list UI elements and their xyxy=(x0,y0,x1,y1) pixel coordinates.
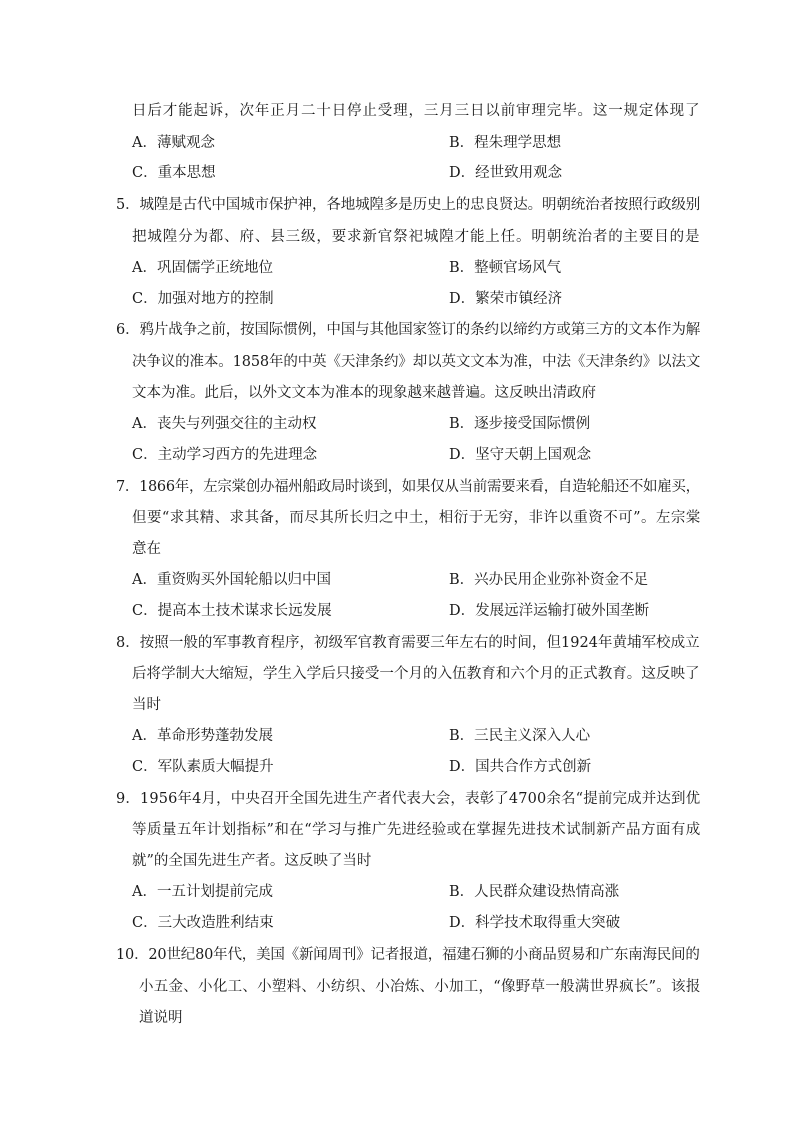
q10-stem-line-3: 道说明 xyxy=(139,1010,183,1026)
q5-option-a: A．巩固儒学正统地位 xyxy=(132,260,273,276)
q8-option-d: D．国共合作方式创新 xyxy=(449,759,592,775)
q7-option-a: A．重资购买外国轮船以归中国 xyxy=(132,572,331,588)
q8-stem-line-1: 8．按照一般的军事教育程序，初级军官教育需要三年左右的时间，但1924年黄埔军校成立 xyxy=(116,635,700,651)
q9-option-a: A．一五计划提前完成 xyxy=(132,884,273,900)
q10-stem-line-1: 10．20世纪80年代，美国《新闻周刊》记者报道，福建石狮的小商品贸易和广东南海民间的 xyxy=(116,947,700,963)
q8-stem-line-2: 后将学制大大缩短，学生入学后只接受一个月的入伍教育和六个月的正式教育。这反映了 xyxy=(132,666,700,682)
q4-option-d: D．经世致用观念 xyxy=(449,165,563,181)
q9-option-d: D．科学技术取得重大突破 xyxy=(449,915,621,931)
q9-stem-line-2: 等质量五年计划指标”和在“学习与推广先进经验或在掌握先进技术试制新产品方面有成 xyxy=(132,822,701,838)
q7-option-c: C．提高本土技术谋求长远发展 xyxy=(132,603,332,619)
q7-option-d: D．发展远洋运输打破外国垄断 xyxy=(449,603,650,619)
q10-stem-line-2: 小五金、小化工、小塑料、小纺织、小冶炼、小加工，“像野草一般满世界疯长”。该报 xyxy=(139,979,701,995)
q4-option-b: B．程朱理学思想 xyxy=(449,135,562,151)
q5-stem-line-2: 把城隍分为都、府、县三级，要求新官祭祀城隍才能上任。明朝统治者的主要目的是 xyxy=(132,229,701,245)
q8-option-c: C．军队素质大幅提升 xyxy=(132,759,274,775)
q9-stem-line-3: 就”的全国先进生产者。这反映了当时 xyxy=(132,853,372,869)
q6-stem-line-3: 文本为准。此后，以外文文本为准本的现象越来越普遍。这反映出清政府 xyxy=(132,385,596,401)
q7-stem-line-2: 但要“求其精、求其备，而尽其所长归之中土，相衍于无穷，非许以重资不可”。左宗棠 xyxy=(132,510,701,526)
q5-option-d: D．繁荣市镇经济 xyxy=(449,291,563,307)
q7-stem-line-1: 7．1866年，左宗棠创办福州船政局时谈到，如果仅从当前需要来看，自造轮船还不如雇买， xyxy=(116,479,700,495)
q4-option-c: C．重本思想 xyxy=(132,165,216,181)
q5-stem-line-1: 5．城隍是古代中国城市保护神，各地城隍多是历史上的忠良贤达。明朝统治者按照行政级别 xyxy=(116,197,701,213)
q5-option-b: B．整顿官场风气 xyxy=(449,260,562,276)
q8-option-b: B．三民主义深入人心 xyxy=(449,728,591,744)
q6-stem-line-1: 6．鸦片战争之前，按国际惯例，中国与其他国家签订的条约以缔约方或第三方的文本作为解 xyxy=(116,322,701,338)
q9-option-c: C．三大改造胜利结束 xyxy=(132,915,274,931)
q6-option-d: D．坚守天朝上国观念 xyxy=(449,447,592,463)
q5-option-c: C．加强对地方的控制 xyxy=(132,291,274,307)
q4-text-line: 日后才能起诉，次年正月二十日停止受理，三月三日以前审理完毕。这一规定体现了 xyxy=(132,103,701,119)
q4-option-a: A．薄赋观念 xyxy=(132,135,215,151)
q9-option-b: B．人民群众建设热情高涨 xyxy=(449,884,620,900)
q6-option-b: B．逐步接受国际惯例 xyxy=(449,416,591,432)
q8-option-a: A．革命形势蓬勃发展 xyxy=(132,728,273,744)
q7-option-b: B．兴办民用企业弥补资金不足 xyxy=(449,572,649,588)
q8-stem-line-3: 当时 xyxy=(132,697,161,713)
q6-option-c: C．主动学习西方的先进理念 xyxy=(132,447,318,463)
q6-option-a: A．丧失与列强交往的主动权 xyxy=(132,416,317,432)
q9-stem-line-1: 9．1956年4月，中央召开全国先进生产者代表大会，表彰了4700余名“提前完成并达到优 xyxy=(116,791,701,807)
q6-stem-line-2: 决争议的准本。1858年的中英《天津条约》却以英文文本为准，中法《天津条约》以法文 xyxy=(132,354,701,370)
q7-stem-line-3: 意在 xyxy=(132,541,161,557)
